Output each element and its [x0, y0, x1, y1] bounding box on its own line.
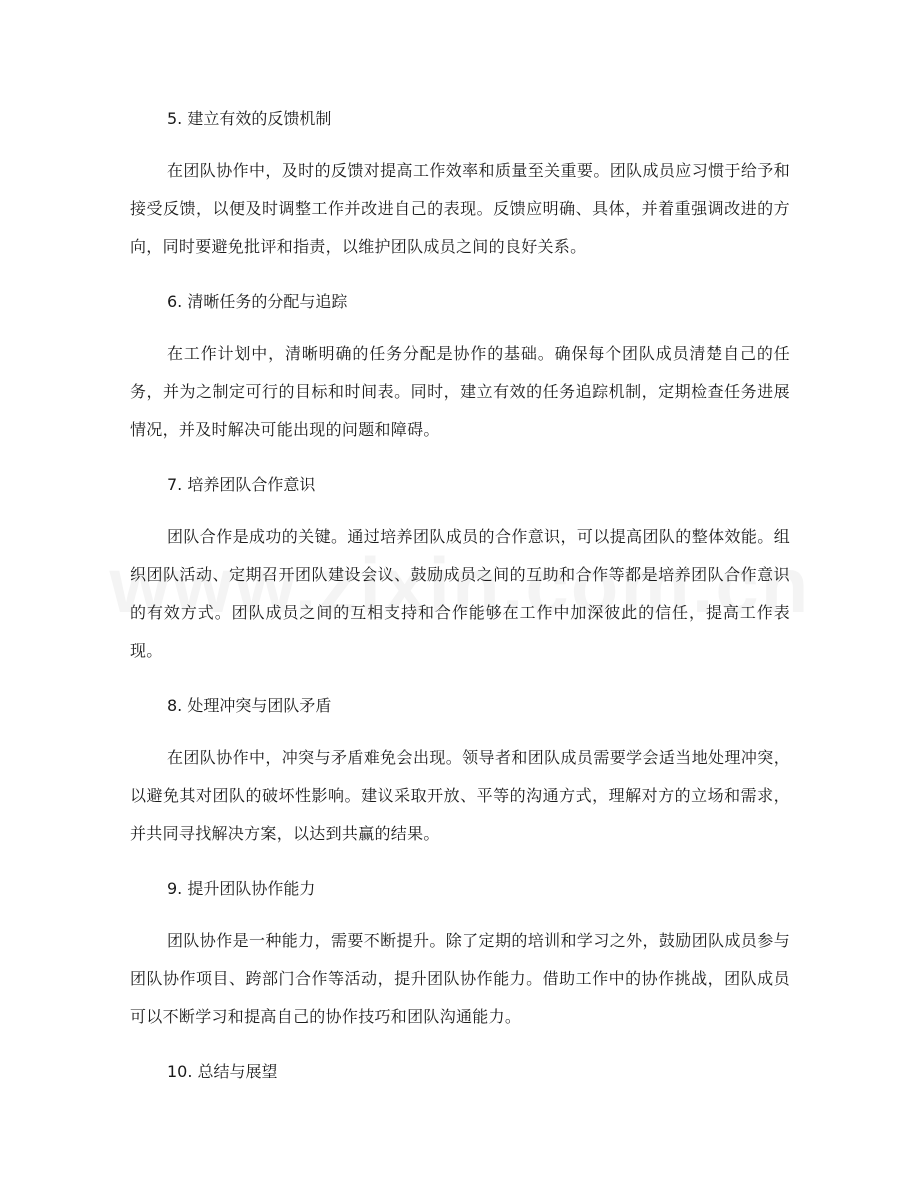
- section-heading: 9. 提升团队协作能力: [167, 879, 316, 898]
- section-9: [130, 870, 790, 1036]
- section-paragraph: 在团队协作中，及时的反馈对提高工作效率和质量至关重要。团队成员应习惯于给予和接受反馈，以便及时调整工作并改进自己的表现。反馈应明确、具体，并着重强调改进的方向，同时要避免批评和指责，以维护团队成员之间的良好关系。: [130, 161, 790, 256]
- document-body: [130, 100, 790, 1105]
- section-heading: 10. 总结与展望: [167, 1062, 278, 1081]
- section-6: [130, 283, 790, 449]
- section-paragraph: 在工作计划中，清晰明确的任务分配是协作的基础。确保每个团队成员清楚自己的任务，并为之制定可行的目标和时间表。同时，建立有效的任务追踪机制，定期检查任务进展情况，并及时解决可能出现的问题和障碍。: [130, 344, 790, 439]
- section-8: [130, 687, 790, 853]
- section-paragraph: 在团队协作中，冲突与矛盾难免会出现。领导者和团队成员需要学会适当地处理冲突，以避免其对团队的破坏性影响。建议采取开放、平等的沟通方式，理解对方的立场和需求，并共同寻找解决方案，以达到共赢的结果。: [130, 748, 790, 843]
- section-heading: 7. 培养团队合作意识: [167, 475, 316, 494]
- section-paragraph: 团队协作是一种能力，需要不断提升。除了定期的培训和学习之外，鼓励团队成员参与团队协作项目、跨部门合作等活动，提升团队协作能力。借助工作中的协作挑战，团队成员可以不断学习和提高自己的协作技巧和团队沟通能力。: [130, 931, 790, 1026]
- section-heading: 6. 清晰任务的分配与追踪: [167, 292, 348, 311]
- section-5: [130, 100, 790, 266]
- section-7: [130, 466, 790, 670]
- section-10: [130, 1053, 790, 1091]
- section-heading: 5. 建立有效的反馈机制: [167, 109, 332, 128]
- section-paragraph: 团队合作是成功的关键。通过培养团队成员的合作意识，可以提高团队的整体效能。组织团队活动、定期召开团队建设会议、鼓励成员之间的互助和合作等都是培养团队合作意识的有效方式。团队成员之间的互相支持和合作能够在工作中加深彼此的信任，提高工作表现。: [130, 527, 790, 660]
- section-heading: 8. 处理冲突与团队矛盾: [167, 696, 332, 715]
